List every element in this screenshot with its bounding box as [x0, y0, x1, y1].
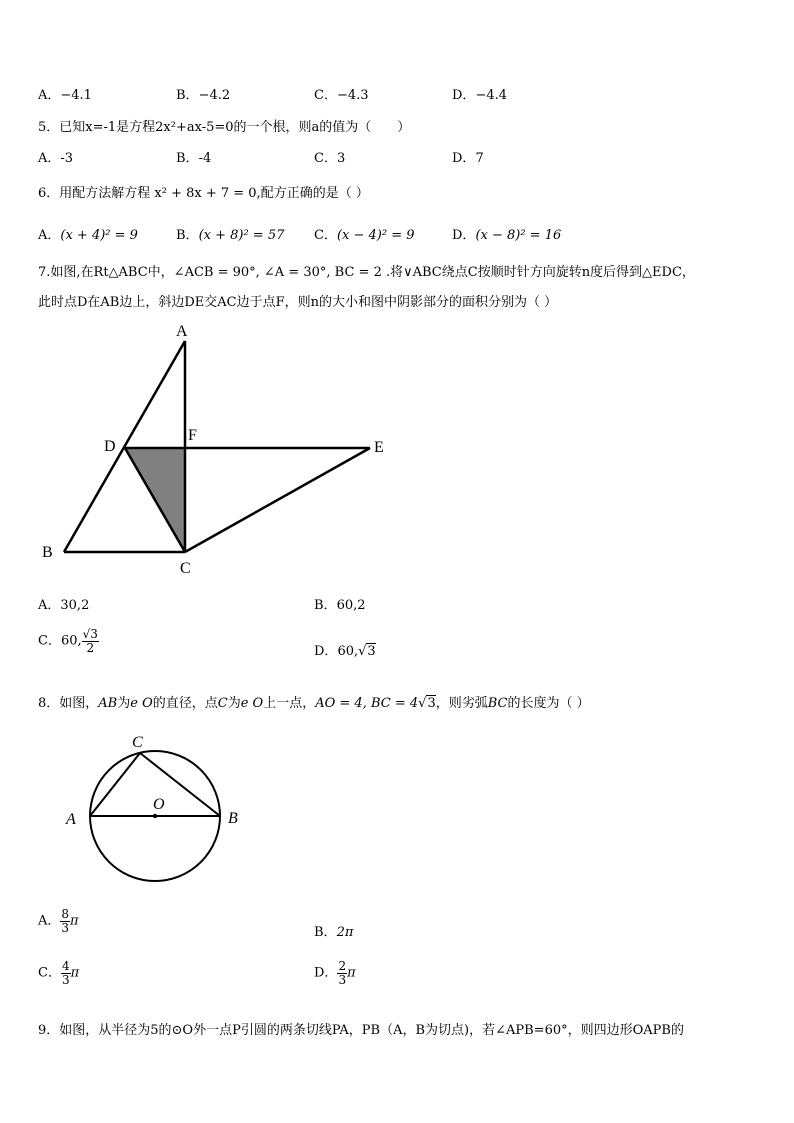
q8-stem-root: √3	[418, 696, 436, 711]
q8-option-b: B．2π	[314, 925, 354, 940]
q6-option-c: C．(x − 4)² = 9	[314, 228, 415, 243]
q8-label-a: A	[66, 811, 76, 828]
q5-stem: 5．已知x=-1是方程2x²+ax-5=0的一个根，则a的值为（ ）	[38, 120, 411, 135]
q7-option-c-fraction: $\frac{√3}{2}$	[82, 627, 98, 655]
q8-option-a: A． $\frac{8}{3}$ π	[38, 907, 79, 935]
q4-option-b: B．−4.2	[176, 88, 231, 103]
q7-stem-line1: 7.如图,在Rt△ABC中，∠ACB = 90°, ∠A = 30°, BC = 2 .将∨ABC绕点C按顺时针方向旋转n度后得到△EDC，	[38, 265, 695, 280]
q8-chord-cb	[140, 753, 220, 816]
q7-label-a: A	[176, 323, 188, 340]
q5-option-c: C．3	[314, 151, 346, 166]
q6-option-d: D．(x − 8)² = 16	[452, 228, 562, 243]
q7-label-d: D	[104, 438, 116, 455]
q8-label-o: O	[153, 796, 165, 813]
q7-option-b: B．60,2	[314, 598, 366, 613]
q6-stem: 6．用配方法解方程 x² + 8x + 7 = 0,配方正确的是（ ）	[38, 186, 369, 201]
q7-side-ec	[185, 448, 370, 552]
q4-option-a: A．−4.1	[38, 88, 92, 103]
q7-stem-line2: 此时点D在AB边上，斜边DE交AC边于点F，则n的大小和图中阴影部分的面积分别为（ ）	[38, 295, 558, 310]
q5-option-d: D．7	[452, 151, 484, 166]
q9-stem: 9．如图，从半径为5的⊙O外一点P引圆的两条切线PA，PB（A，B为切点)，若∠APB=60°，则四边形OAPB的	[38, 1023, 684, 1038]
q8-option-c-fraction: $\frac{4}{3}$	[61, 959, 70, 987]
q7-label-c: C	[180, 560, 191, 577]
q5-option-b: B．-4	[176, 151, 212, 166]
q7-label-e: E	[374, 439, 384, 456]
q8-option-d-fraction: $\frac{2}{3}$	[338, 959, 347, 987]
q5-option-a: A．-3	[38, 151, 74, 166]
q7-label-b: B	[42, 544, 53, 561]
q7-option-c: C．60, $\frac{√3}{2}$	[38, 627, 98, 655]
q8-option-d: D． $\frac{2}{3}$ π	[314, 959, 356, 987]
q8-label-c: C	[132, 734, 143, 751]
q7-triangle-figure	[30, 315, 410, 585]
q8-stem: 8．如图，AB为e O的直径，点C为e O上一点，AO = 4, BC = 4√3，则劣弧BC的长度为（ ）	[38, 696, 590, 711]
q8-circle-figure	[60, 728, 250, 898]
q7-option-d: D．60,√3	[314, 644, 376, 659]
q6-option-b: B．(x + 8)² = 57	[176, 228, 285, 243]
q7-option-a: A．30,2	[38, 598, 90, 613]
q8-option-a-fraction: $\frac{8}{3}$	[61, 907, 70, 935]
q6-option-a: A．(x + 4)² = 9	[38, 228, 138, 243]
q4-option-d: D．−4.4	[452, 88, 508, 103]
q8-option-c: C． $\frac{4}{3}$ π	[38, 959, 80, 987]
q4-option-c: C．−4.3	[314, 88, 369, 103]
q7-label-f: F	[188, 427, 197, 444]
q8-label-b: B	[228, 810, 238, 827]
q7-option-d-root: √3	[358, 644, 376, 659]
q8-center-point	[153, 814, 157, 818]
